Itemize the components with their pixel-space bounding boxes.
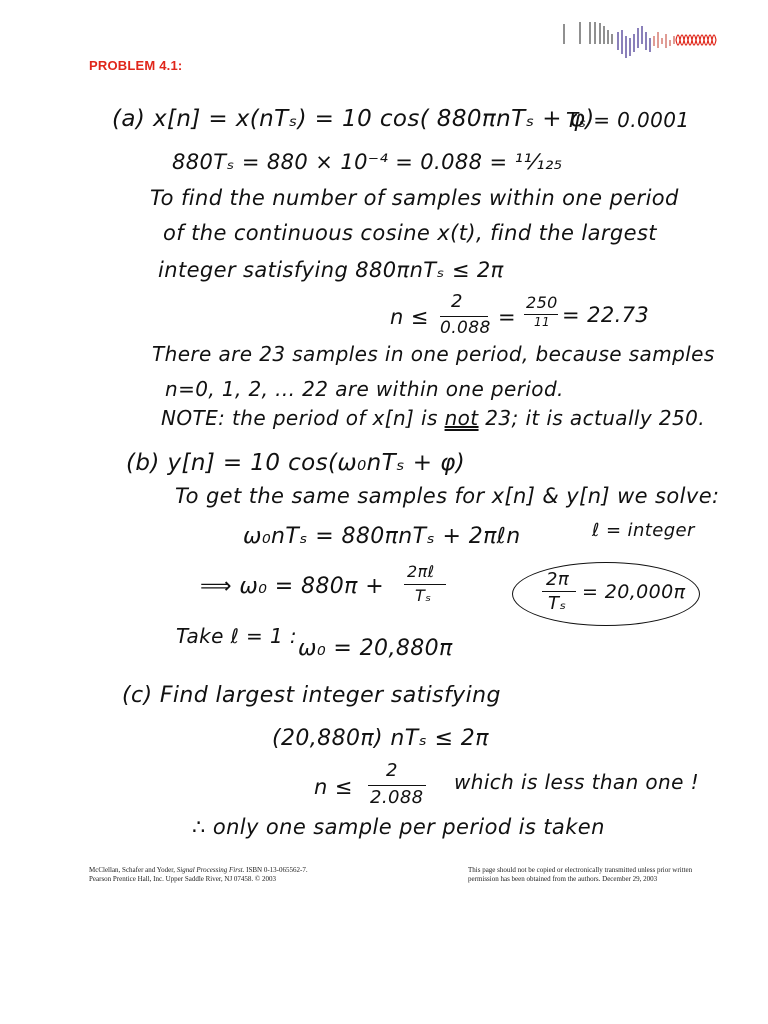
part-b-equation: (b) y[n] = 10 cos(ω₀nTₛ + φ)	[126, 450, 466, 476]
problem-title: PROBLEM 4.1:	[89, 58, 183, 73]
fraction-bar-3	[404, 584, 446, 585]
fraction-bar-4	[542, 591, 576, 592]
part-b-result: ω₀ = 20,880π	[298, 636, 453, 661]
part-c-fraction-num: 2	[386, 760, 398, 781]
part-b-omega-den: Tₛ	[415, 586, 432, 605]
footer-copyright-notice	[468, 866, 728, 884]
part-a-note	[161, 406, 705, 430]
part-c-condition: (20,880π) nTₛ ≤ 2π	[272, 726, 489, 751]
part-a-calc: 880Tₛ = 880 × 10⁻⁴ = 0.088 = ¹¹⁄₁₂₅	[172, 150, 563, 174]
part-a-fraction-num-2: 250	[526, 293, 558, 312]
part-b-take: Take ℓ = 1 :	[176, 624, 297, 648]
part-a-text-2: of the continuous cosine x(t), find the largest	[163, 221, 657, 245]
part-a-equation: (a) x[n] = x(nTₛ) = 10 cos( 880πnTₛ + φ)	[112, 106, 595, 132]
part-c-fraction-den: 2.088	[370, 787, 424, 808]
part-a-fraction-den-2: 11	[534, 315, 551, 329]
footer-authors: McClellan, Schafer and Yoder,	[89, 866, 176, 874]
part-a-conclusion-2: n=0, 1, 2, ... 22 are within one period.	[165, 377, 564, 401]
part-a-text-3: integer satisfying 880πnTₛ ≤ 2π	[158, 258, 504, 282]
footer-isbn: ISBN 0-13-065562-7.	[246, 866, 308, 874]
part-b-omega-num: 2πℓ	[407, 562, 435, 581]
footer-notice-line-1: This page should not be copied or electronically transmitted unless prior written	[468, 866, 693, 874]
footer-citation	[89, 866, 349, 884]
part-c-inequality-lhs: n ≤	[314, 775, 353, 799]
note-not-emphasis: not	[444, 406, 479, 430]
integer-note: ℓ = integer	[592, 520, 695, 541]
fraction-bar-5	[368, 785, 426, 786]
box-fraction-den: Tₛ	[548, 593, 567, 614]
note-prefix: NOTE: the period of x[n] is	[161, 406, 438, 430]
note-suffix: 23; it is actually 250.	[485, 406, 705, 430]
part-a-result: = 22.73	[562, 303, 650, 327]
part-a-inequality-lhs: n ≤	[390, 305, 429, 329]
part-c-note: which is less than one !	[454, 770, 700, 794]
part-a-conclusion-1: There are 23 samples in one period, because samples	[152, 342, 715, 366]
part-c-heading: (c) Find largest integer satisfying	[122, 683, 501, 708]
footer-publisher: Pearson Prentice Hall, Inc. Upper Saddle River, NJ 07458. © 2003	[89, 875, 277, 883]
part-b-omega-lhs: ⟹ ω₀ = 880π +	[200, 574, 385, 599]
footer-book-title: Signal Processing First.	[176, 866, 245, 874]
part-a-fraction-num: 2	[451, 291, 463, 312]
part-a-equals: =	[498, 305, 516, 329]
signal-waveform-logo-icon	[562, 18, 722, 60]
box-fraction-num: 2π	[546, 569, 570, 590]
part-c-conclusion: ∴ only one sample per period is taken	[192, 815, 605, 839]
fraction-bar	[440, 316, 488, 317]
part-b-condition: ω₀nTₛ = 880πnTₛ + 2πℓn	[243, 524, 521, 549]
part-a-fraction-den: 0.088	[440, 318, 491, 338]
part-a-text-1: To find the number of samples within one period	[150, 186, 679, 210]
box-result: = 20,000π	[582, 581, 686, 603]
sampling-period: Tₛ = 0.0001	[566, 108, 690, 132]
part-b-text: To get the same samples for x[n] & y[n] we solve:	[175, 484, 720, 508]
footer-notice-line-2: permission has been obtained from the authors. December 29, 2003	[468, 875, 658, 883]
